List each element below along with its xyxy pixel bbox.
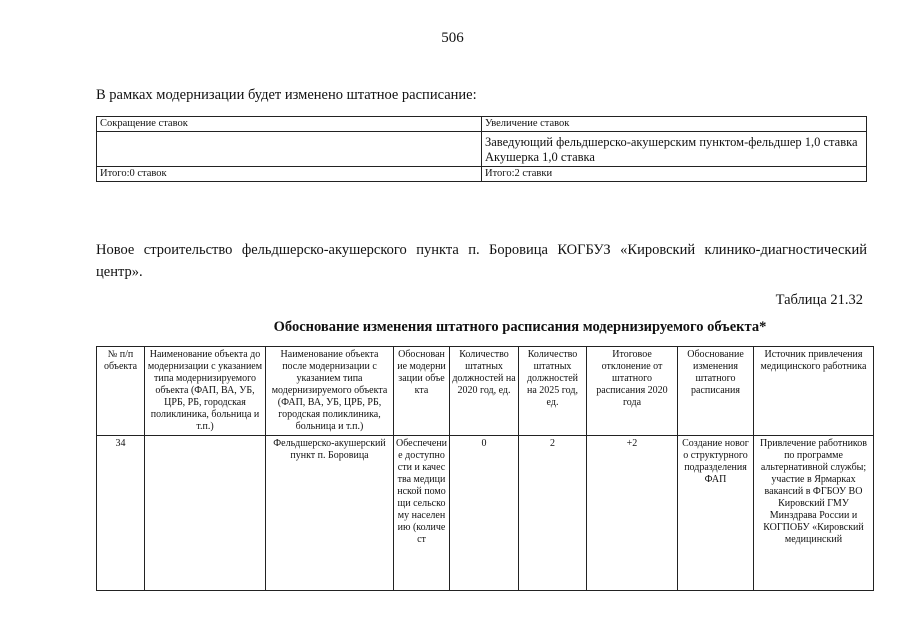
cell-name-after: Фельдшерско-акушерский пункт п. Боровица (266, 436, 394, 591)
header-justification: Обоснование модернизации объекта (394, 347, 450, 436)
header-object-number: № п/п объекта (97, 347, 145, 436)
main-table-header-row (97, 347, 874, 436)
cell-object-number: 34 (97, 436, 145, 591)
staff-justification-table (96, 346, 874, 591)
staff-table-header-row (97, 117, 867, 132)
staff-increase-line-1: Заведующий фельдшерско-акушерским пунктом-фельдшер 1,0 ставка (485, 135, 858, 150)
staff-reduction-total: Итого:0 ставок (97, 167, 482, 182)
cell-deviation: +2 (587, 436, 678, 591)
staff-increase-total: Итого:2 ставки (482, 167, 867, 182)
cell-justification: Обеспечение доступности и качества медицинской помощи сельскому населению (количест (394, 436, 450, 591)
staff-table (96, 116, 867, 182)
header-source: Источник привлечения медицинского работника (754, 347, 874, 436)
header-staff-2025: Количество штатных должностей на 2025 год, ед. (519, 347, 587, 436)
table-title: Обоснование изменения штатного расписания модернизируемого объекта* (273, 319, 767, 335)
header-change-reason: Обоснование изменения штатного расписания (678, 347, 754, 436)
intro-text: В рамках модернизации будет изменено штатное расписание: (96, 87, 477, 103)
cell-name-before (145, 436, 266, 591)
header-name-after: Наименование объекта после модернизации с указанием типа модернизируемого объекта (ФАП, ВА, УБ, ЦРБ, РБ, городская поликлиника, больница и т.п.) (266, 347, 394, 436)
cell-source: Привлечение работников по программе альтернативной службы; участие в Ярмарках вакансий в ФГБОУ ВО Кировский ГМУ Минздрава России и КОГПОБУ «Кировский медицинский (754, 436, 874, 591)
staff-increase-cell (482, 132, 867, 167)
staff-table-body-row (97, 132, 867, 167)
staff-increase-line-2: Акушерка 1,0 ставка (485, 150, 595, 165)
staff-reduction-cell (97, 132, 482, 167)
header-name-before: Наименование объекта до модернизации с указанием типа модернизируемого объекта (ФАП, ВА, УБ, ЦРБ, РБ, городская поликлиника, больница и т.п.) (145, 347, 266, 436)
new-construction-text: Новое строительство фельдшерско-акушерского пункта п. Боровица КОГБУЗ «Кировский клинико-диагностический центр». (96, 242, 867, 280)
staff-increase-header: Увеличение ставок (482, 117, 867, 132)
header-staff-2020: Количество штатных должностей на 2020 год, ед. (450, 347, 519, 436)
cell-staff-2025: 2 (519, 436, 587, 591)
cell-change-reason: Создание нового структурного подразделения ФАП (678, 436, 754, 591)
staff-table-total-row (97, 167, 867, 182)
table-number: Таблица 21.32 (775, 292, 863, 308)
header-deviation: Итоговое отклонение от штатного расписания 2020 года (587, 347, 678, 436)
staff-reduction-header: Сокращение ставок (97, 117, 482, 132)
table-row (97, 436, 874, 591)
cell-staff-2020: 0 (450, 436, 519, 591)
page-number: 506 (441, 30, 464, 46)
